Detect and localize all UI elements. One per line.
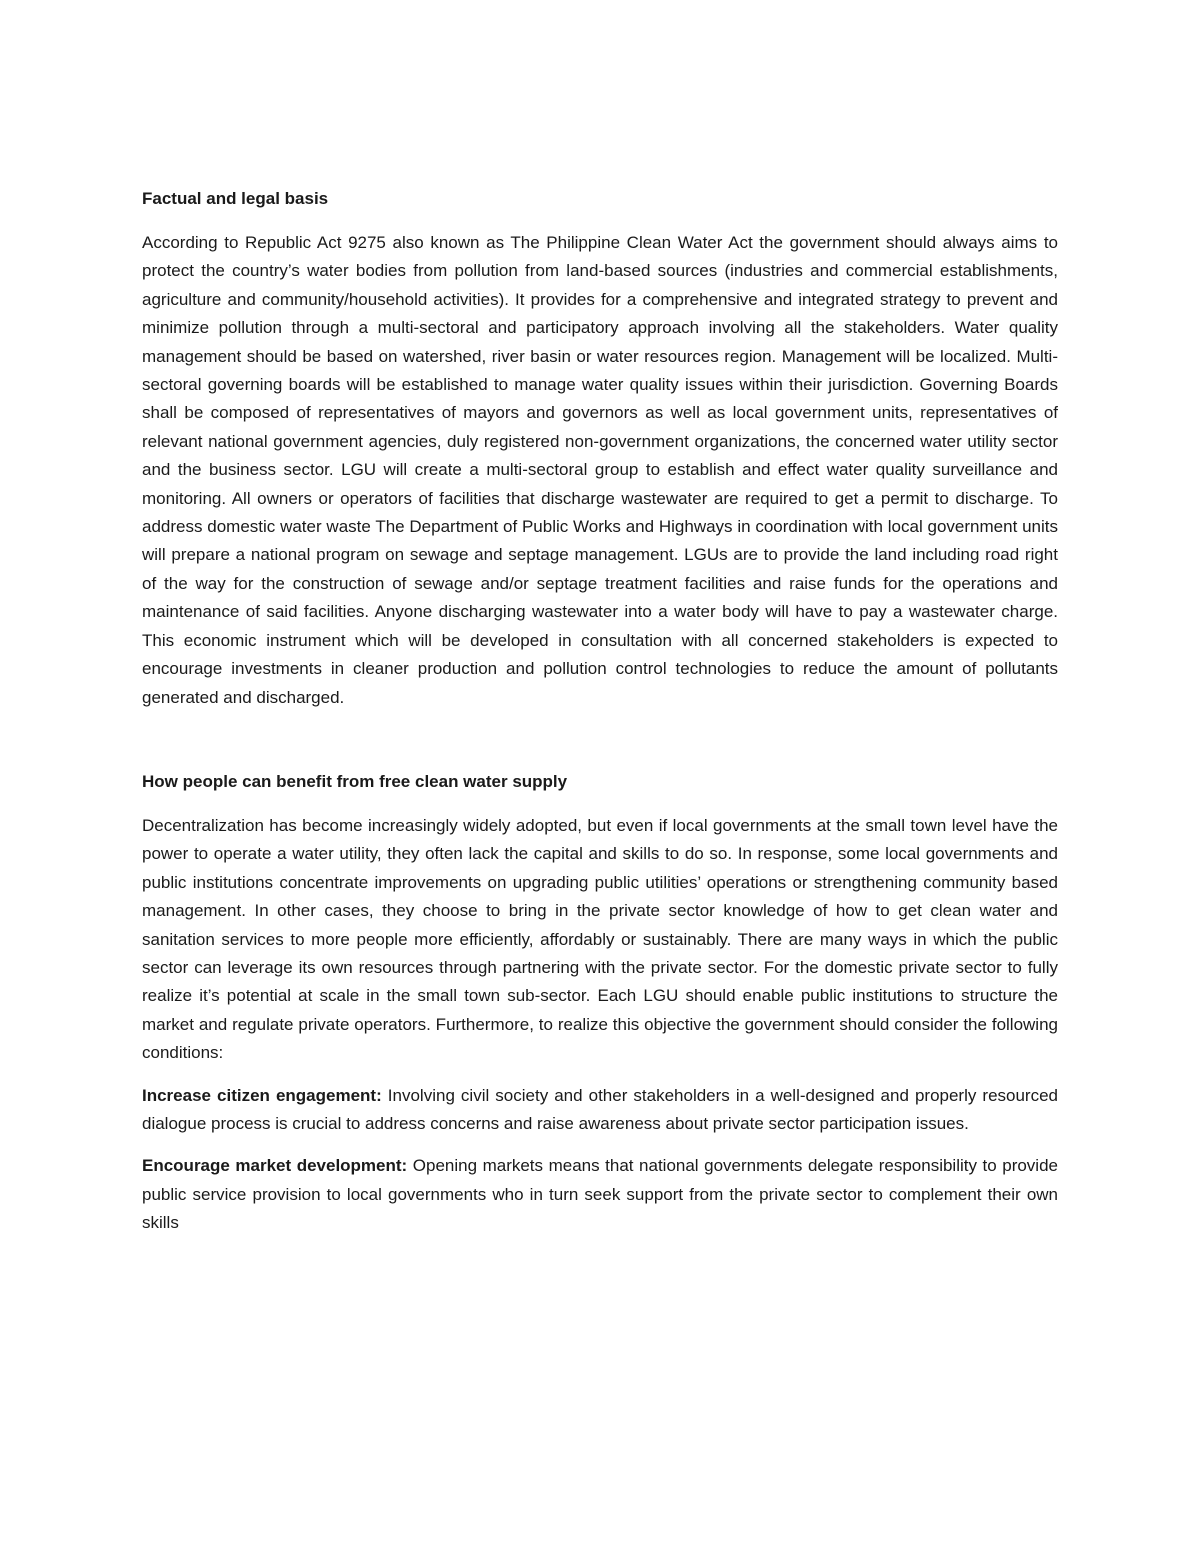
condition-text: Involving civil society and other stakeholders in a well-designed and properly resourced dialogue process is crucial to address concerns and raise awareness about private sector participation issues.	[142, 1085, 1059, 1133]
section-factual-legal-basis	[142, 185, 1058, 712]
section-benefits	[142, 768, 1058, 1238]
body-paragraph: According to Republic Act 9275 also known as The Philippine Clean Water Act the government should always aims to protect the country’s water bodies from pollution from land-based sources (industries and commercial establishments, agriculture and community/household activities). It provides for a comprehensive and integrated strategy to prevent and minimize pollution through a multi-sectoral and participatory approach involving all the stakeholders. Water quality management should be based on watershed, river basin or water resources region. Management will be localized. Multi-sectoral governing boards will be established to manage water quality issues within their jurisdiction. Governing Boards shall be composed of representatives of mayors and governors as well as local government units, representatives of relevant national government agencies, duly registered non-government organizations, the concerned water utility sector and the business sector. LGU will create a multi-sectoral group to establish and effect water quality surveillance and monitoring. All owners or operators of facilities that discharge wastewater are required to get a permit to discharge. To address domestic water waste The Department of Public Works and Highways in coordination with local government units will prepare a national program on sewage and septage management. LGUs are to provide the land including road right of the way for the construction of sewage and/or septage treatment facilities and raise funds for the operations and maintenance of said facilities. Anyone discharging wastewater into a water body will have to pay a wastewater charge. This economic instrument which will be developed in consultation with all concerned stakeholders is expected to encourage investments in cleaner production and pollution control technologies to reduce the amount of pollutants generated and discharged.	[142, 233, 1058, 707]
condition-text: Opening markets means that national governments delegate responsibility to provide public service provision to local governments who in turn seek support from the private sector to complement their own skills	[142, 1156, 1058, 1233]
section-heading: How people can benefit from free clean water supply	[142, 771, 568, 791]
section-heading: Factual and legal basis	[142, 189, 329, 208]
condition-item	[142, 1082, 1058, 1139]
condition-lead: Increase citizen engagement:	[142, 1085, 382, 1105]
body-paragraph: Decentralization has become increasingly widely adopted, but even if local governments at the small town level have the power to operate a water utility, they often lack the capital and skills to do so. In response, some local governments and public institutions concentrate improvements on upgrading public utilities’ operations or strengthening community based management. In other cases, they choose to bring in the private sector knowledge of how to get clean water and sanitation services to more people more efficiently, affordably or sustainably. There are many ways in which the public sector can leverage its own resources through partnering with the private sector. For the domestic private sector to fully realize it’s potential at scale in the small town sub-sector. Each LGU should enable public institutions to structure the market and regulate private operators. Furthermore, to realize this objective the government should consider the following conditions:	[142, 815, 1058, 1063]
condition-item	[142, 1152, 1058, 1237]
document-page	[142, 185, 1058, 1252]
condition-lead: Encourage market development:	[142, 1156, 408, 1176]
